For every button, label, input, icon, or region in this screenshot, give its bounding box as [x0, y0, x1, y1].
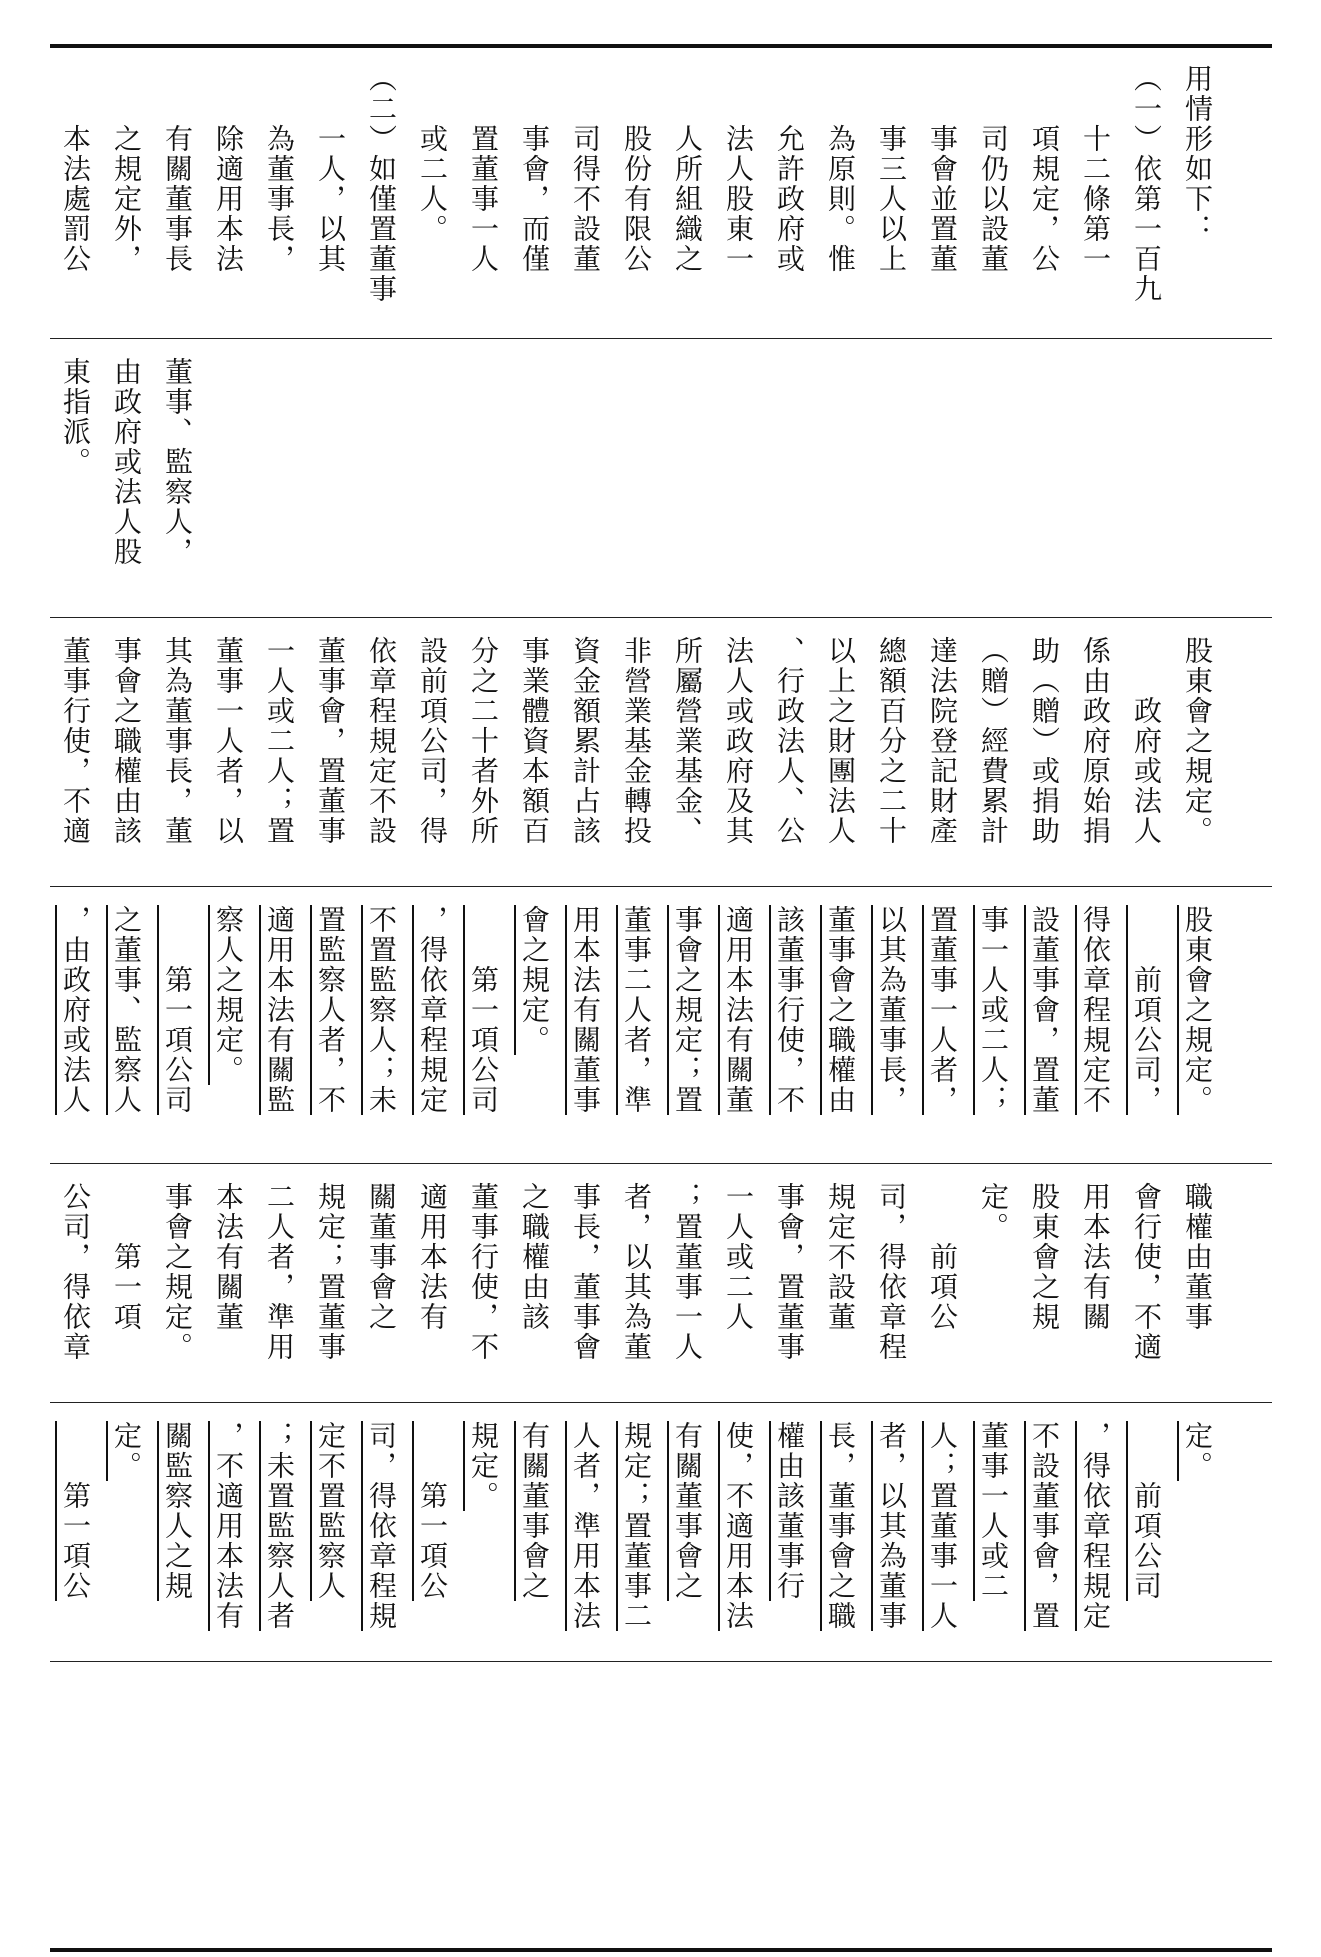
text-line: 有關董事會之	[671, 1421, 704, 1601]
text-line: 職權由董事	[1181, 1182, 1214, 1332]
row3-text	[50, 618, 1245, 886]
text-line: 人；置董事一人	[926, 1421, 959, 1631]
text-line: 本法有關董	[212, 1182, 245, 1332]
text-line: 股份有限公	[620, 64, 653, 274]
text-line: 董事一人者，以	[212, 636, 245, 846]
text-line: （一）依第一百九	[1130, 64, 1163, 304]
text-line: 董事、監察人，	[161, 357, 194, 567]
text-line: 一人或二人	[722, 1182, 755, 1332]
table-row	[50, 339, 1272, 617]
text-line: 非營業基金轉投	[620, 636, 653, 846]
text-line: 本法處罰公	[59, 64, 92, 274]
text-line: 其為董事長，董	[161, 636, 194, 846]
text-line: 用本法有關	[1079, 1182, 1112, 1332]
text-line: 第一項公司	[161, 905, 194, 1115]
text-line: 規定；置董事二	[620, 1421, 653, 1631]
row4-text	[50, 887, 1245, 1163]
text-line: ，由政府或法人	[59, 905, 92, 1115]
text-line: ，得依章程規定	[416, 905, 449, 1115]
text-line: 之規定外，	[110, 64, 143, 274]
text-line: 之職權由該	[518, 1182, 551, 1332]
text-line: 或二人。	[416, 64, 449, 244]
table-row	[50, 1164, 1272, 1402]
text-line: 由政府或法人股	[110, 357, 143, 567]
text-line: ；未置監察人者	[263, 1421, 296, 1631]
text-line: ；置董事一人	[671, 1182, 704, 1362]
text-line: 董事行使，不	[467, 1182, 500, 1362]
text-line: 東指派。	[59, 357, 92, 477]
text-line: 為董事長，	[263, 64, 296, 274]
text-line: 事會之規定；置	[671, 905, 704, 1115]
text-line: 會行使，不適	[1130, 1182, 1163, 1362]
text-line: 者，以其為董事	[875, 1421, 908, 1631]
text-line: 人者，準用本法	[569, 1421, 602, 1631]
text-line: 規定不設董	[824, 1182, 857, 1332]
text-line: 關監察人之規	[161, 1421, 194, 1601]
text-line: 司仍以設董	[977, 64, 1010, 274]
text-line: 用本法有關董事	[569, 905, 602, 1115]
text-line: 法人股東一	[722, 64, 755, 274]
table-row	[50, 618, 1272, 886]
text-line: 人所組織之	[671, 64, 704, 274]
text-line: 適用本法有關董	[722, 905, 755, 1115]
text-line: 關董事會之	[365, 1182, 398, 1332]
text-line: 定。	[110, 1421, 143, 1481]
text-line: 前項公司	[1130, 1421, 1163, 1601]
text-line: 置董事一人	[467, 64, 500, 274]
text-line: 之董事、監察人	[110, 905, 143, 1115]
text-line: 董事行使，不適	[59, 636, 92, 846]
text-line: 股東會之規	[1028, 1182, 1061, 1332]
text-line: 定不置監察人	[314, 1421, 347, 1601]
text-line: 有關董事長	[161, 64, 194, 274]
text-line: 司得不設董	[569, 64, 602, 274]
row-divider	[50, 1661, 1272, 1662]
text-line: 事會，置董事	[773, 1182, 806, 1362]
text-line: 資金額累計占該	[569, 636, 602, 846]
table-row	[50, 887, 1272, 1163]
text-line: 前項公司，	[1130, 905, 1163, 1115]
text-line: 司，得依章程	[875, 1182, 908, 1362]
text-line: 總額百分之二十	[875, 636, 908, 846]
text-line: 規定；置董事	[314, 1182, 347, 1362]
text-line: （二）如僅置董事	[365, 64, 398, 304]
text-line: 用情形如下：	[1181, 64, 1214, 244]
text-line: 以上之財團法人	[824, 636, 857, 846]
text-line: 事三人以上	[875, 64, 908, 274]
text-line: 適用本法有關監	[263, 905, 296, 1115]
text-line: 前項公	[926, 1182, 959, 1332]
text-line: 以其為董事長，	[875, 905, 908, 1115]
text-line: 司，得依章程規	[365, 1421, 398, 1631]
text-line: 事業體資本額百	[518, 636, 551, 846]
text-line: 項規定，公	[1028, 64, 1061, 274]
text-line: 政府或法人	[1130, 636, 1163, 846]
text-line: 允許政府或	[773, 64, 806, 274]
text-line: 依章程規定不設	[365, 636, 398, 846]
text-line: 事會之職權由該	[110, 636, 143, 846]
text-line: 一人，以其	[314, 64, 347, 274]
text-line: 定。	[977, 1182, 1010, 1242]
text-line: （贈）經費累計	[977, 636, 1010, 846]
text-line: 達法院登記財產	[926, 636, 959, 846]
text-line: 定。	[1181, 1421, 1214, 1481]
text-line: 適用本法有	[416, 1182, 449, 1332]
text-line: 第一項公	[59, 1421, 92, 1601]
text-line: 設前項公司，得	[416, 636, 449, 846]
text-line: 一人或二人；置	[263, 636, 296, 846]
text-line: 董事會，置董事	[314, 636, 347, 846]
text-line: 長，董事會之職	[824, 1421, 857, 1631]
text-line: 事一人或二人；	[977, 905, 1010, 1115]
text-line: 權由該董事行	[773, 1421, 806, 1601]
text-line: 所屬營業基金、	[671, 636, 704, 846]
text-line: 股東會之規定。	[1181, 905, 1214, 1115]
text-line: 董事會之職權由	[824, 905, 857, 1115]
text-line: 分之二十者外所	[467, 636, 500, 846]
text-line: 置董事一人者，	[926, 905, 959, 1115]
text-line: 置監察人者，不	[314, 905, 347, 1115]
text-line: 不設董事會，置	[1028, 1421, 1061, 1631]
text-line: 有關董事會之	[518, 1421, 551, 1601]
text-line: 事會，而僅	[518, 64, 551, 274]
text-line: ，得依章程規定	[1079, 1421, 1112, 1631]
text-line: 得依章程規定不	[1079, 905, 1112, 1115]
row2-text	[50, 339, 225, 617]
text-line: 董事二人者，準	[620, 905, 653, 1115]
text-line: 助（贈）或捐助	[1028, 636, 1061, 846]
text-line: ，不適用本法有	[212, 1421, 245, 1631]
text-line: 事會並置董	[926, 64, 959, 274]
text-line: 第一項公	[416, 1421, 449, 1601]
row1-text	[50, 46, 1245, 338]
text-line: 察人之規定。	[212, 905, 245, 1085]
text-line: 使，不適用本法	[722, 1421, 755, 1631]
text-line: 十二條第一	[1079, 64, 1112, 274]
text-line: 為原則。惟	[824, 64, 857, 274]
text-line: 設董事會，置董	[1028, 905, 1061, 1115]
text-line: 係由政府原始捐	[1079, 636, 1112, 846]
text-line: 規定。	[467, 1421, 500, 1511]
text-line: 該董事行使，不	[773, 905, 806, 1115]
row5-text	[50, 1164, 1245, 1402]
text-line: 第一項	[110, 1182, 143, 1332]
text-line: 者，以其為董	[620, 1182, 653, 1362]
row6-text	[50, 1403, 1245, 1661]
text-line: 二人者，準用	[263, 1182, 296, 1362]
text-line: 法人或政府及其	[722, 636, 755, 846]
text-line: 除適用本法	[212, 64, 245, 274]
text-line: 股東會之規定。	[1181, 636, 1214, 846]
text-line: 事會之規定。	[161, 1182, 194, 1362]
table-row	[50, 1403, 1272, 1661]
text-line: 事長，董事會	[569, 1182, 602, 1362]
text-line: 第一項公司	[467, 905, 500, 1115]
text-line: 公司，得依章	[59, 1182, 92, 1362]
text-line: 不置監察人；未	[365, 905, 398, 1115]
text-line: 、行政法人、公	[773, 636, 806, 846]
text-line: 會之規定。	[518, 905, 551, 1055]
bottom-rule	[50, 1948, 1272, 1952]
text-line: 董事一人或二	[977, 1421, 1010, 1601]
table-row	[50, 46, 1272, 338]
